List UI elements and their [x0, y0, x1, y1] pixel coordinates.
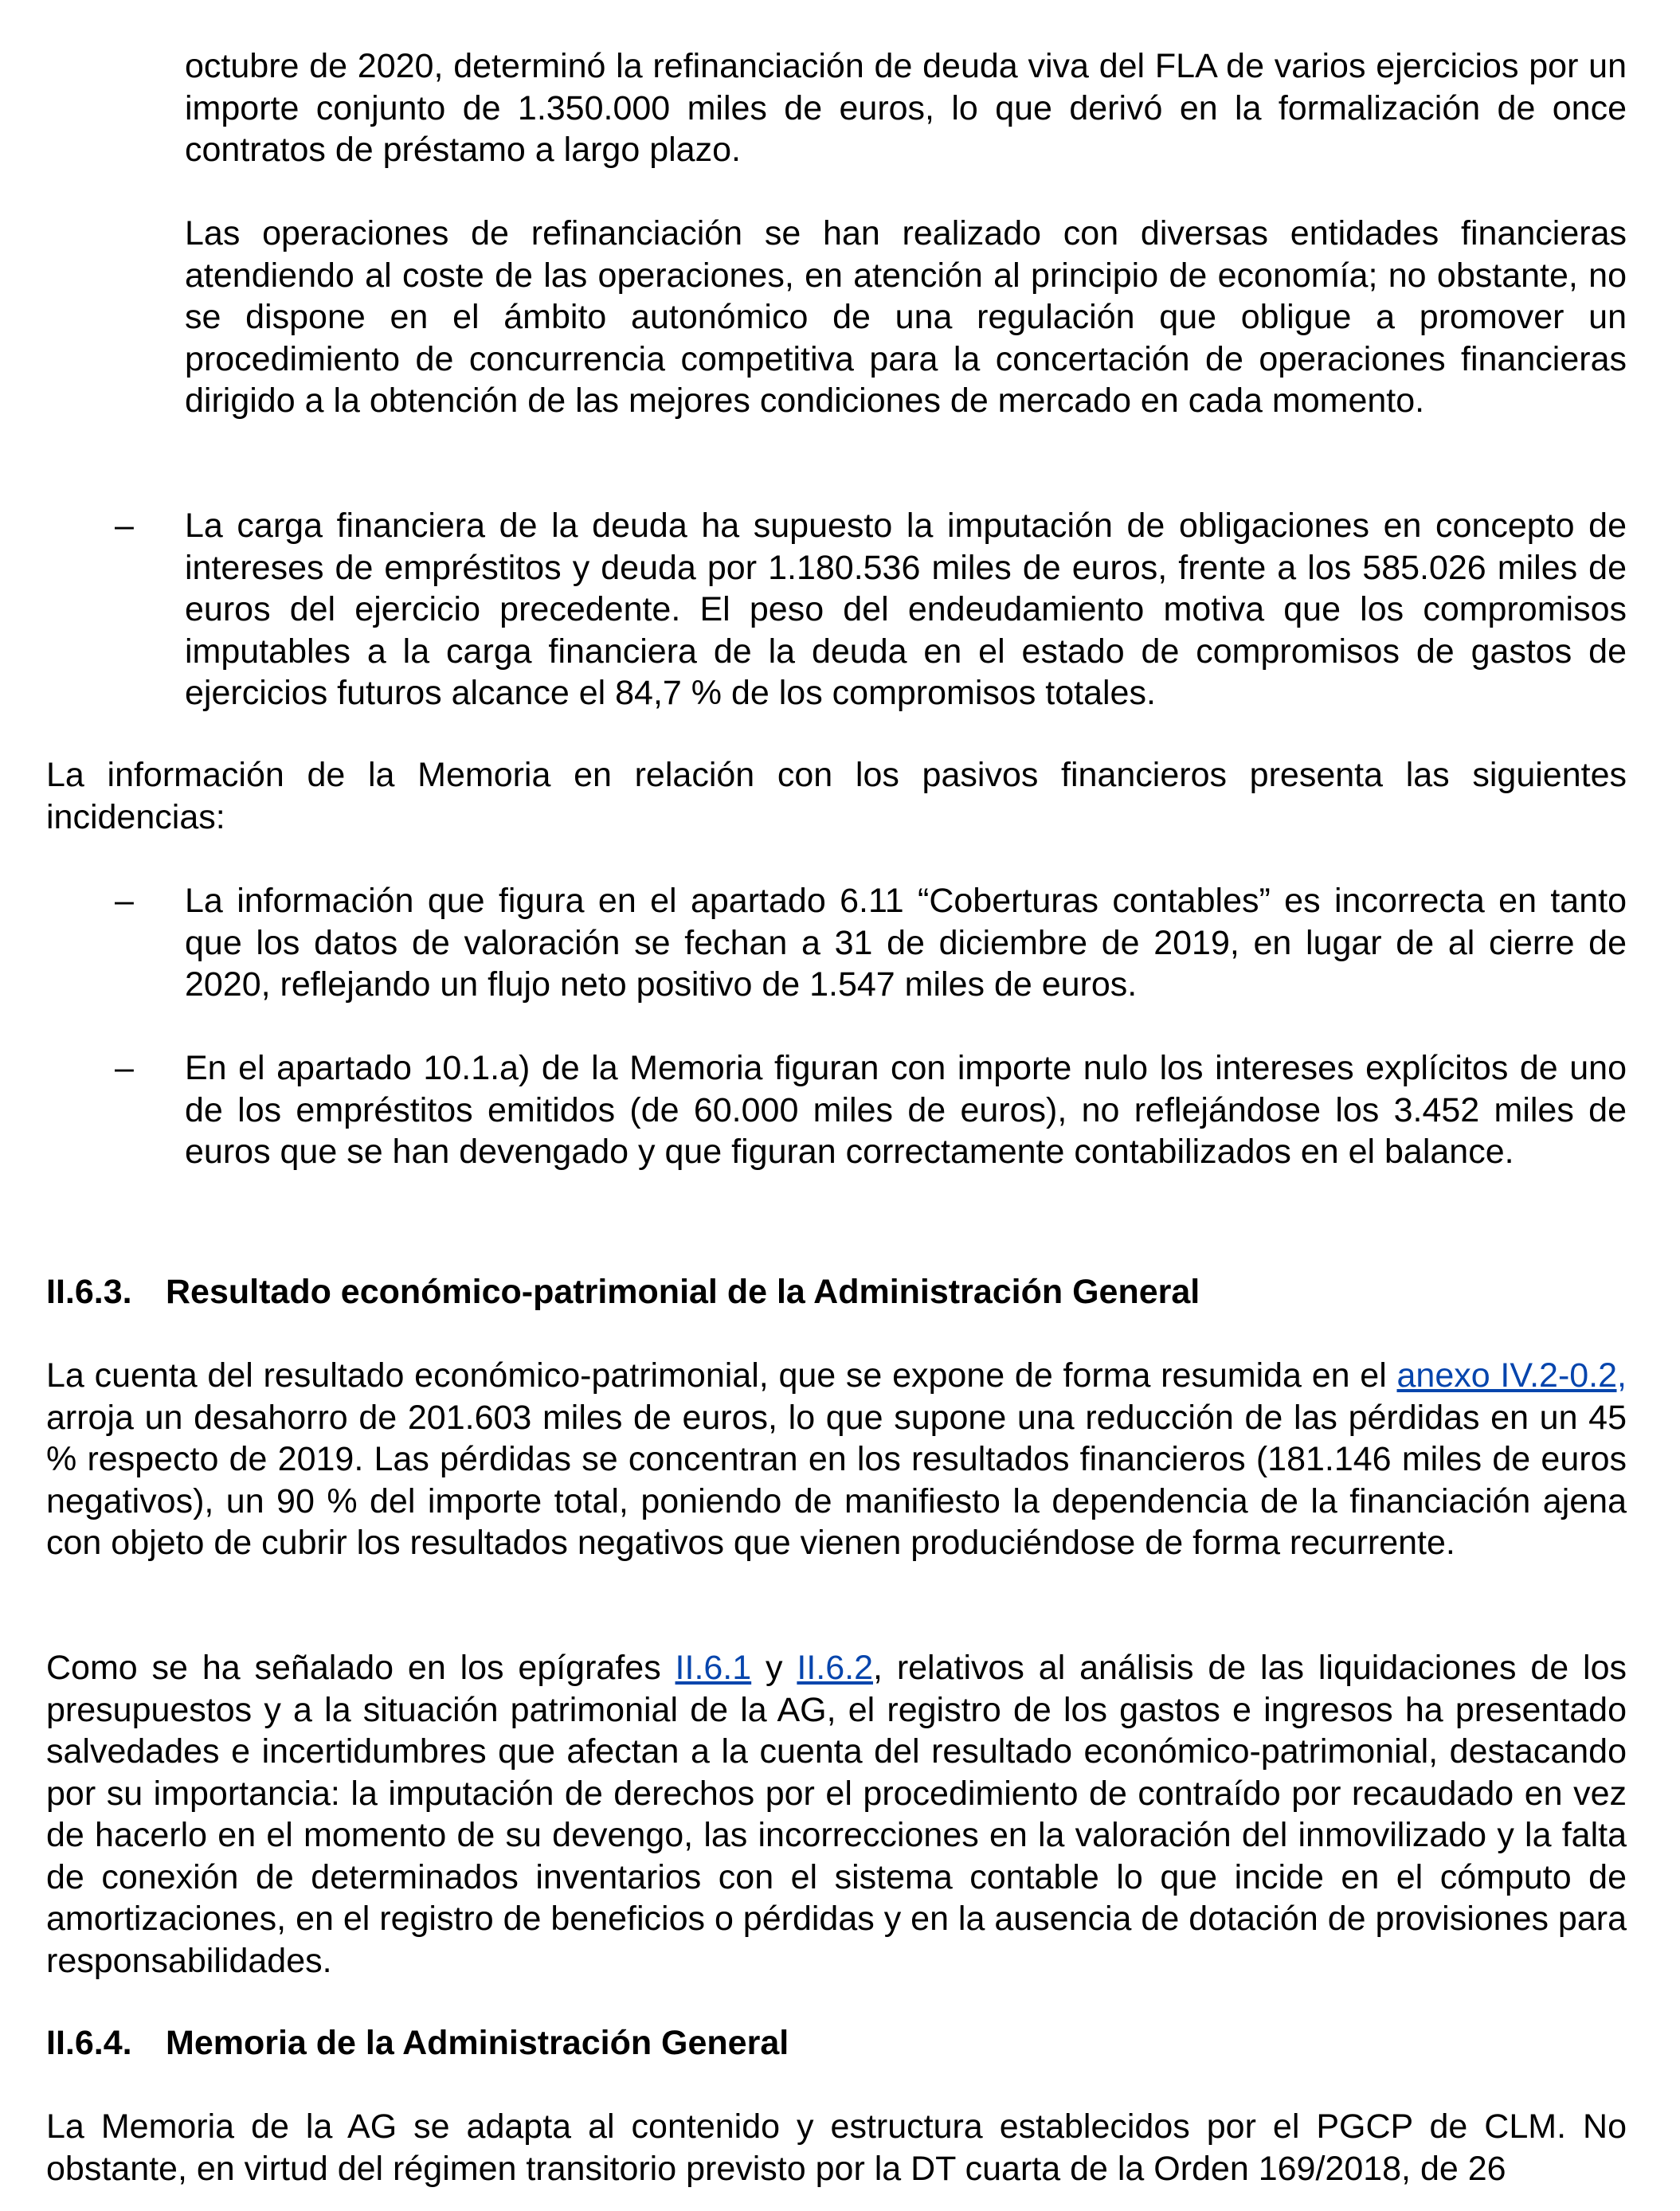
link-section-ii-6-2[interactable]: II.6.2: [797, 1649, 874, 1687]
bullet-dash: –: [115, 507, 134, 545]
paragraph-fla-refinancing: octubre de 2020, determinó la refinanciación de deuda viva del FLA de varios ejercicios por un importe conjunto de 1.350.000 miles de euros, lo que derivó en la formalización de once contratos de préstamo a largo plazo.: [185, 47, 1627, 169]
text-run: arroja un desahorro de 201.603 miles de euros, lo que supone una reducción de las pérdidas en un 45 % respecto de 2019. Las pérdidas se concentran en los resultados financieros (181.146 miles de euros negativos), un 90 % del importe total, poniendo de manifiesto la dependencia de la financiación ajena con objeto de cubrir los resultados negativos que vienen produciéndose de forma recurrente.: [46, 1398, 1627, 1562]
bullet-dash: –: [115, 882, 134, 920]
paragraph-memoria-incidences: La información de la Memoria en relación con los pasivos financieros presenta las siguientes incidencias:: [46, 756, 1627, 836]
bullet-dash: –: [115, 1049, 134, 1087]
section-number: II.6.3.: [46, 1273, 132, 1311]
text-run: Como se ha señalado en los epígrafes: [46, 1649, 676, 1687]
section-heading-ii-6-3: [46, 1271, 1200, 1313]
paragraph-refinancing-operations: Las operaciones de refinanciación se han realizado con diversas entidades financieras atendiendo al coste de las operaciones, en atención al principio de economía; no obstante, no se dispone en el ámbito autonómico de una regulación que obligue a promover un procedimiento de concurrencia competitiva para la concertación de operaciones financieras dirigido a la obtención de las mejores condiciones de mercado en cada momento.: [185, 214, 1627, 420]
link-section-ii-6-1[interactable]: II.6.1: [675, 1649, 752, 1687]
section-title: Resultado económico-patrimonial de la Administración General: [166, 1273, 1200, 1311]
paragraph-hedging-incident: La información que figura en el apartado 6.11 “Coberturas contables” es incorrecta en tanto que los datos de valoración se fechan a 31 de diciembre de 2019, en lugar de al cierre de 2020, reflejando un flujo neto positivo de 1.547 miles de euros.: [185, 882, 1627, 1004]
section-title: Memoria de la Administración General: [166, 2024, 789, 2062]
text-run: La cuenta del resultado económico-patrimonial, que se expone de forma resumida en el: [46, 1356, 1397, 1395]
text-run: , relativos al análisis de las liquidaciones de los presupuestos y a la situación patrimonial de la AG, el registro de los gastos e ingresos ha presentado salvedades e incertidumbres que afectan a la cuenta del resultado económico-patrimonial, destacando por su importancia: la imputación de derechos por el procedimiento de contraído por recaudado en vez de hacerlo en el momento de su devengo, las incorrecciones en la valoración del inmovilizado y la falta de conexión de determinados inventarios con el sistema contable lo que incide en el cómputo de amortizaciones, en el registro de beneficios o pérdidas y en la ausencia de dotación de provisiones para responsabilidades.: [46, 1649, 1627, 1980]
section-number: II.6.4.: [46, 2024, 132, 2062]
section-heading-ii-6-4: [46, 2022, 789, 2064]
paragraph-economic-result: [46, 1355, 1627, 1564]
paragraph-financial-burden: La carga financiera de la deuda ha supuesto la imputación de obligaciones en concepto de intereses de empréstitos y deuda por 1.180.536 miles de euros, frente a los 585.026 miles de euros del ejercicio precedente. El peso del endeudamiento motiva que los compromisos imputables a la carga financiera de la deuda en el estado de compromisos de gastos de ejercicios futuros alcance el 84,7 % de los compromisos totales.: [185, 507, 1627, 712]
link-annex[interactable]: anexo IV.2-0.2,: [1396, 1356, 1627, 1395]
paragraph-memoria-ag: La Memoria de la AG se adapta al contenido y estructura establecidos por el PGCP de CLM. No obstante, en virtud del régimen transitorio previsto por la DT cuarta de la Orden 169/2018, de 26: [46, 2107, 1627, 2188]
text-run: y: [751, 1649, 797, 1687]
paragraph-previous-sections: [46, 1647, 1627, 1982]
paragraph-interest-incident: En el apartado 10.1.a) de la Memoria figuran con importe nulo los intereses explícitos de uno de los empréstitos emitidos (de 60.000 miles de euros), no reflejándose los 3.452 miles de euros que se han devengado y que figuran correctamente contabilizados en el balance.: [185, 1049, 1627, 1171]
